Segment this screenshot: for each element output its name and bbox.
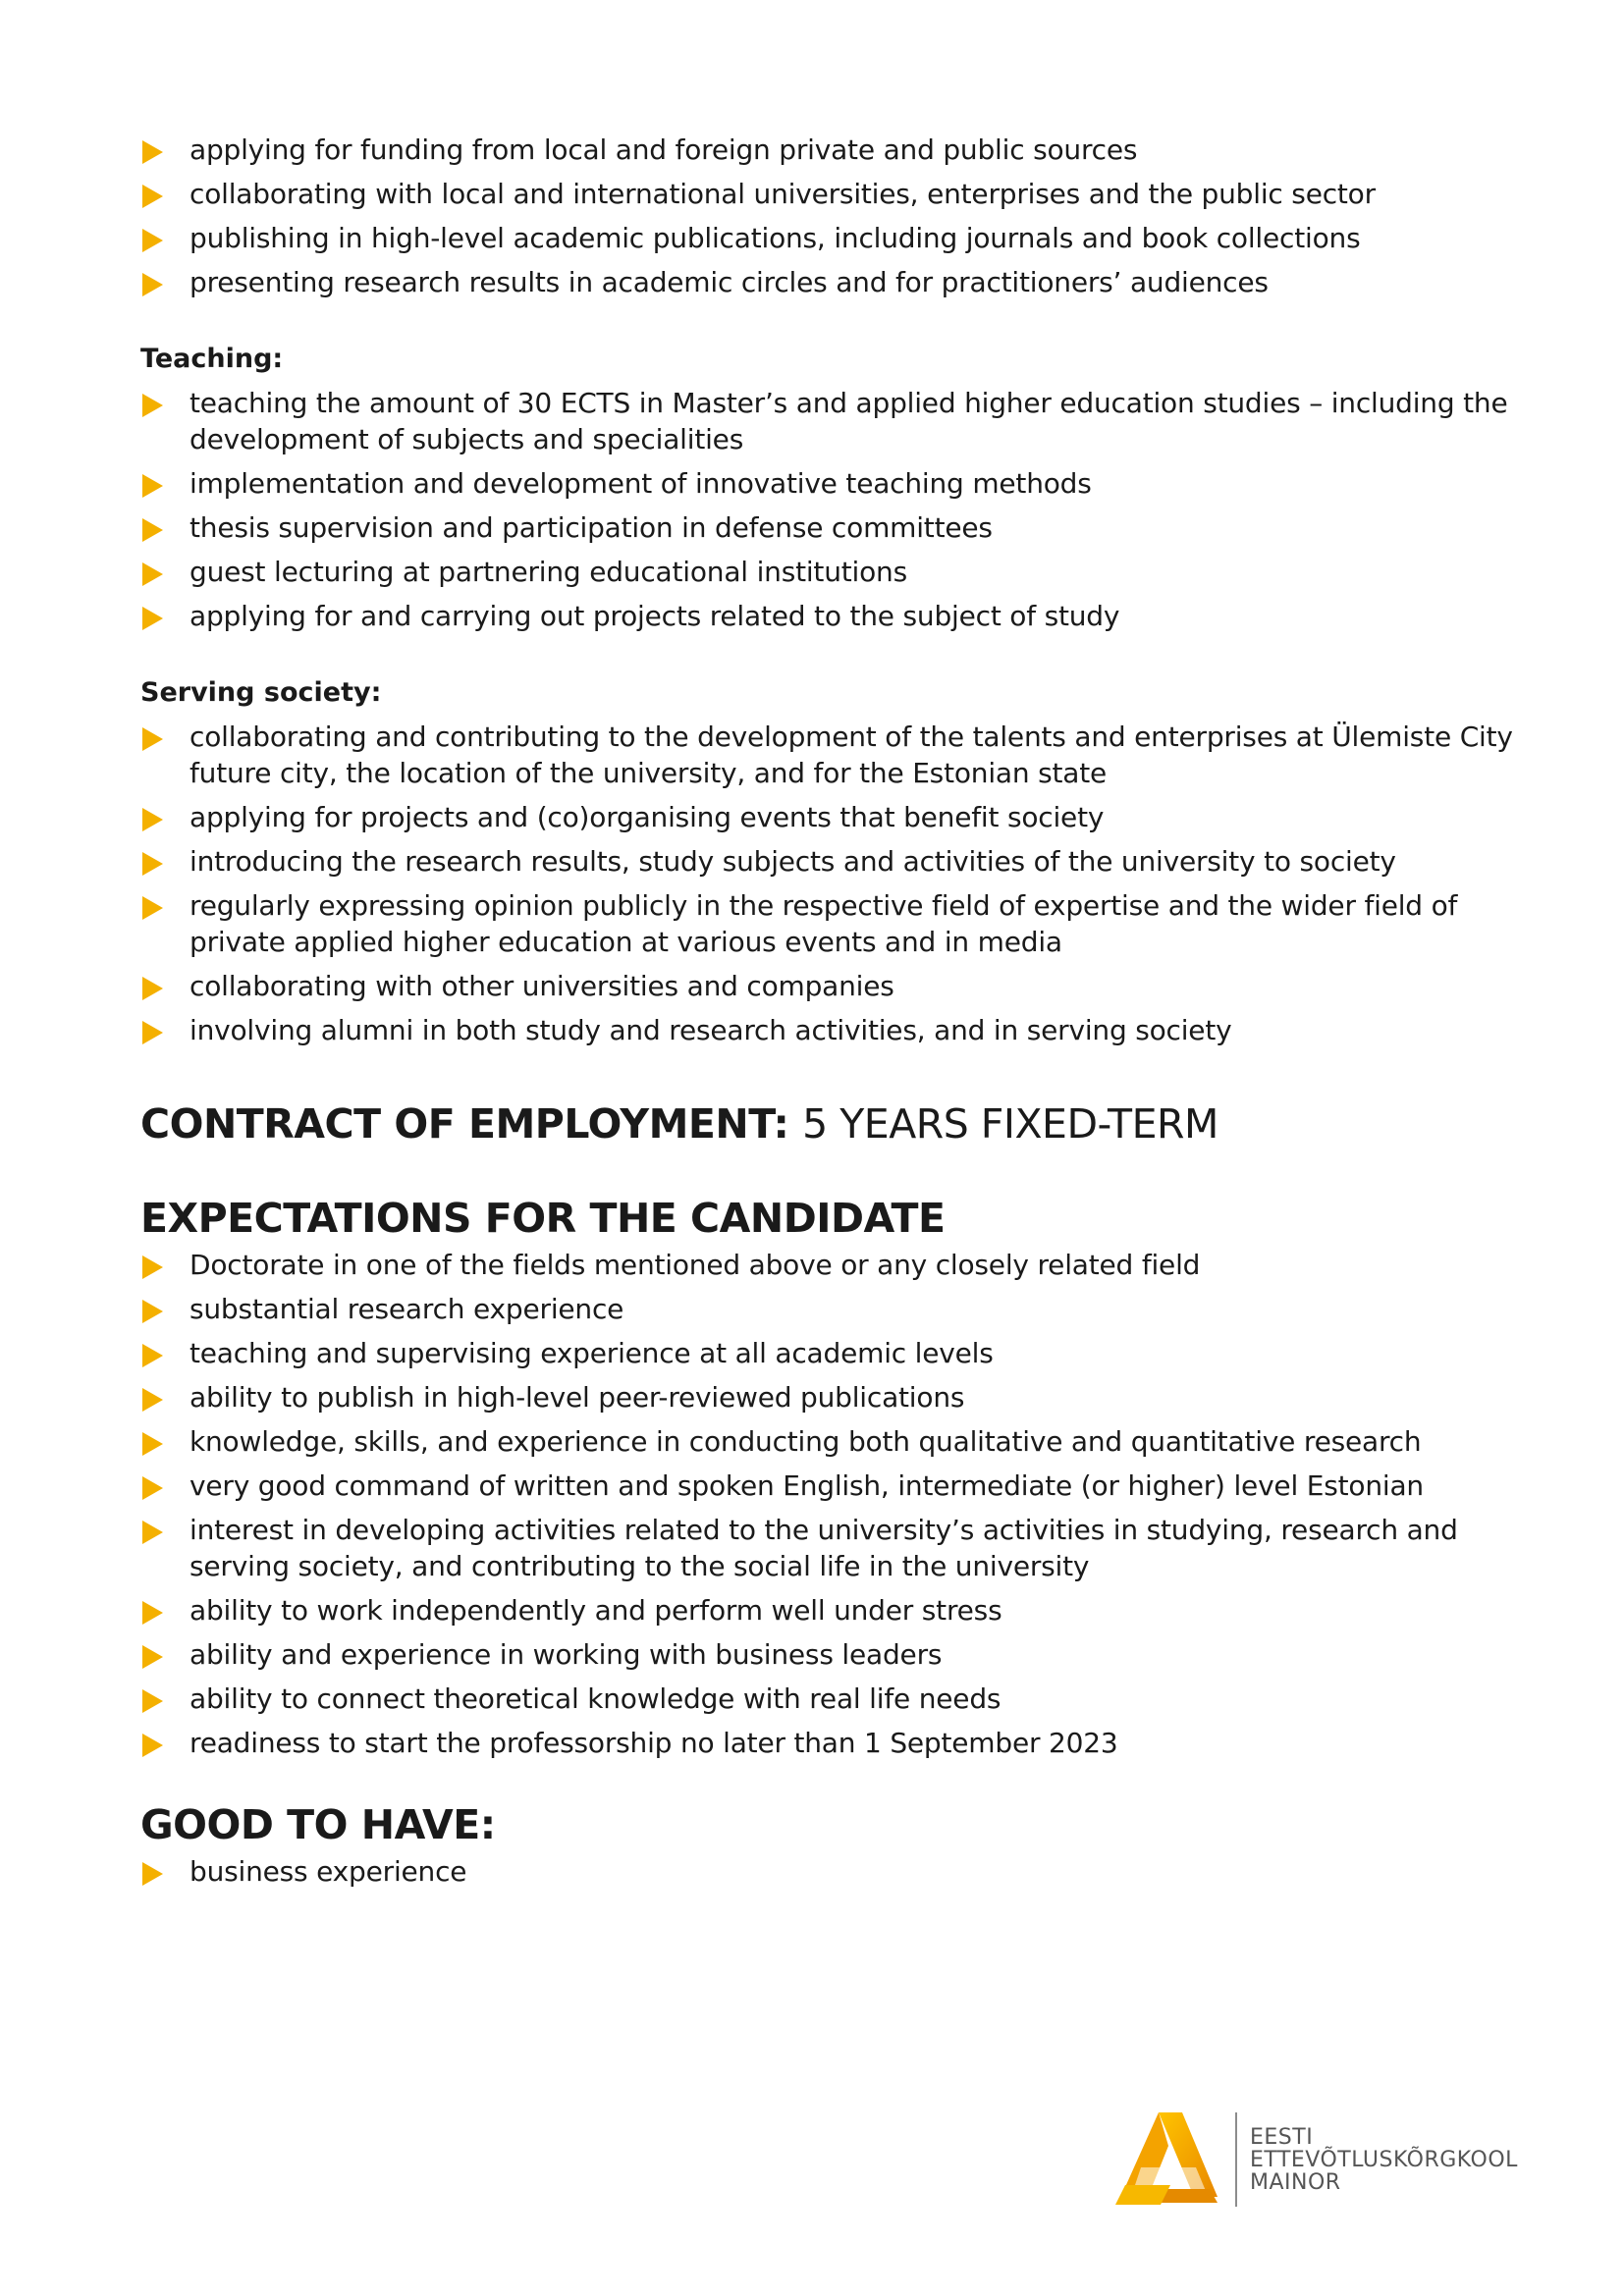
bullet-triangle-icon [142, 1255, 163, 1279]
bullet-triangle-icon [142, 1601, 163, 1625]
list-item [140, 385, 1515, 457]
list-item-text: presenting research results in academic circles and for practitioners’ audiences [189, 266, 1269, 298]
list-item-text: substantial research experience [189, 1293, 624, 1325]
logo-line-3: MAINOR [1250, 2170, 1341, 2195]
list-item-text: Doctorate in one of the fields mentioned above or any closely related field [189, 1249, 1201, 1281]
bullet-triangle-icon [142, 852, 163, 876]
bullet-triangle-icon [142, 474, 163, 498]
logo-line-2: ETTEVÕTLUSKÕRGKOOL [1250, 2148, 1518, 2172]
list-item [140, 176, 1515, 212]
list-item [140, 1247, 1515, 1283]
list-item-text: interest in developing activities related to the university’s activities in studying, research and serving society, and contributing to the social life in the university [189, 1514, 1458, 1582]
mainor-logo-mark-icon [1111, 2107, 1229, 2215]
serving-society-heading: Serving society: [140, 677, 382, 708]
list-item [140, 465, 1515, 502]
list-item [140, 719, 1515, 791]
good-to-have-list [140, 1853, 1515, 1890]
teaching-list [140, 385, 1515, 634]
bullet-triangle-icon [142, 977, 163, 1000]
list-item-text: knowledge, skills, and experience in conducting both qualitative and quantitative research [189, 1425, 1422, 1458]
list-item-text: implementation and development of innovative teaching methods [189, 467, 1092, 500]
list-item [140, 1468, 1515, 1504]
list-item [140, 1725, 1515, 1761]
list-item [140, 1291, 1515, 1327]
list-item [140, 968, 1515, 1004]
list-item-text: business experience [189, 1855, 467, 1888]
good-to-have-heading: GOOD TO HAVE: [140, 1801, 496, 1848]
list-item [140, 264, 1515, 300]
list-item-text: very good command of written and spoken English, intermediate (or higher) level Estonian [189, 1469, 1424, 1502]
list-item-text: teaching and supervising experience at all academic levels [189, 1337, 994, 1369]
list-item-text: ability to publish in high-level peer-reviewed publications [189, 1381, 965, 1414]
list-item-text: regularly expressing opinion publicly in the respective field of expertise and the wider field of private applied higher education at various events and in media [189, 889, 1458, 958]
list-item [140, 132, 1515, 168]
contract-label: CONTRACT OF EMPLOYMENT: [140, 1100, 789, 1148]
bullet-triangle-icon [142, 896, 163, 920]
bullet-triangle-icon [142, 1300, 163, 1323]
bullet-triangle-icon [142, 1476, 163, 1500]
bullet-triangle-icon [142, 1344, 163, 1367]
list-item [140, 220, 1515, 256]
list-item [140, 598, 1515, 634]
bullet-triangle-icon [142, 273, 163, 296]
bullet-triangle-icon [142, 562, 163, 586]
list-item-text: collaborating with other universities and companies [189, 970, 894, 1002]
list-item [140, 1636, 1515, 1673]
bullet-triangle-icon [142, 1862, 163, 1886]
list-item-text: collaborating with local and international universities, enterprises and the public sector [189, 178, 1376, 210]
bullet-triangle-icon [142, 185, 163, 208]
mainor-logo [1111, 2107, 1524, 2215]
list-item-text: applying for funding from local and foreign private and public sources [189, 133, 1138, 166]
bullet-triangle-icon [142, 518, 163, 542]
list-item-text: guest lecturing at partnering educational institutions [189, 556, 907, 588]
logo-wordmark [1250, 2126, 1518, 2194]
list-item [140, 1423, 1515, 1460]
list-item [140, 1853, 1515, 1890]
list-item-text: ability to work independently and perform well under stress [189, 1594, 1002, 1627]
list-item-text: collaborating and contributing to the development of the talents and enterprises at Ülemiste City future city, the location of the university, and for the Estonian state [189, 721, 1513, 789]
list-item [140, 887, 1515, 960]
teaching-heading: Teaching: [140, 344, 284, 374]
bullet-triangle-icon [142, 229, 163, 252]
bullet-triangle-icon [142, 1734, 163, 1757]
bullet-triangle-icon [142, 1645, 163, 1669]
list-item [140, 799, 1515, 835]
list-item-text: involving alumni in both study and research activities, and in serving society [189, 1014, 1232, 1046]
bullet-triangle-icon [142, 1388, 163, 1412]
contract-heading [140, 1099, 1515, 1148]
list-item-text: readiness to start the professorship no later than 1 September 2023 [189, 1727, 1118, 1759]
list-item-text: teaching the amount of 30 ECTS in Master’s and applied higher education studies – including the development of subjects and specialities [189, 387, 1508, 455]
list-item-text: ability to connect theoretical knowledge with real life needs [189, 1682, 1001, 1715]
bullet-triangle-icon [142, 1021, 163, 1044]
document-body [140, 132, 1515, 1897]
list-item [140, 1592, 1515, 1629]
list-item [140, 843, 1515, 880]
serving-society-list [140, 719, 1515, 1048]
list-item [140, 1379, 1515, 1415]
bullet-triangle-icon [142, 140, 163, 164]
research-list [140, 132, 1515, 300]
expectations-heading: EXPECTATIONS FOR THE CANDIDATE [140, 1195, 946, 1242]
contract-value: 5 YEARS FIXED-TERM [802, 1100, 1218, 1148]
bullet-triangle-icon [142, 1521, 163, 1544]
list-item-text: applying for and carrying out projects related to the subject of study [189, 600, 1120, 632]
list-item-text: applying for projects and (co)organising events that benefit society [189, 801, 1105, 833]
expectations-list [140, 1247, 1515, 1761]
bullet-triangle-icon [142, 607, 163, 630]
bullet-triangle-icon [142, 727, 163, 751]
list-item [140, 1012, 1515, 1048]
logo-line-1: EESTI [1250, 2125, 1314, 2150]
bullet-triangle-icon [142, 1689, 163, 1713]
list-item-text: ability and experience in working with business leaders [189, 1638, 943, 1671]
list-item [140, 1681, 1515, 1717]
list-item-text: thesis supervision and participation in defense committees [189, 511, 993, 544]
bullet-triangle-icon [142, 1432, 163, 1456]
bullet-triangle-icon [142, 808, 163, 831]
list-item [140, 554, 1515, 590]
list-item [140, 1512, 1515, 1584]
list-item-text: introducing the research results, study subjects and activities of the university to society [189, 845, 1396, 878]
bullet-triangle-icon [142, 394, 163, 417]
list-item-text: publishing in high-level academic publications, including journals and book collections [189, 222, 1361, 254]
list-item [140, 1335, 1515, 1371]
list-item [140, 509, 1515, 546]
logo-divider [1235, 2112, 1237, 2207]
